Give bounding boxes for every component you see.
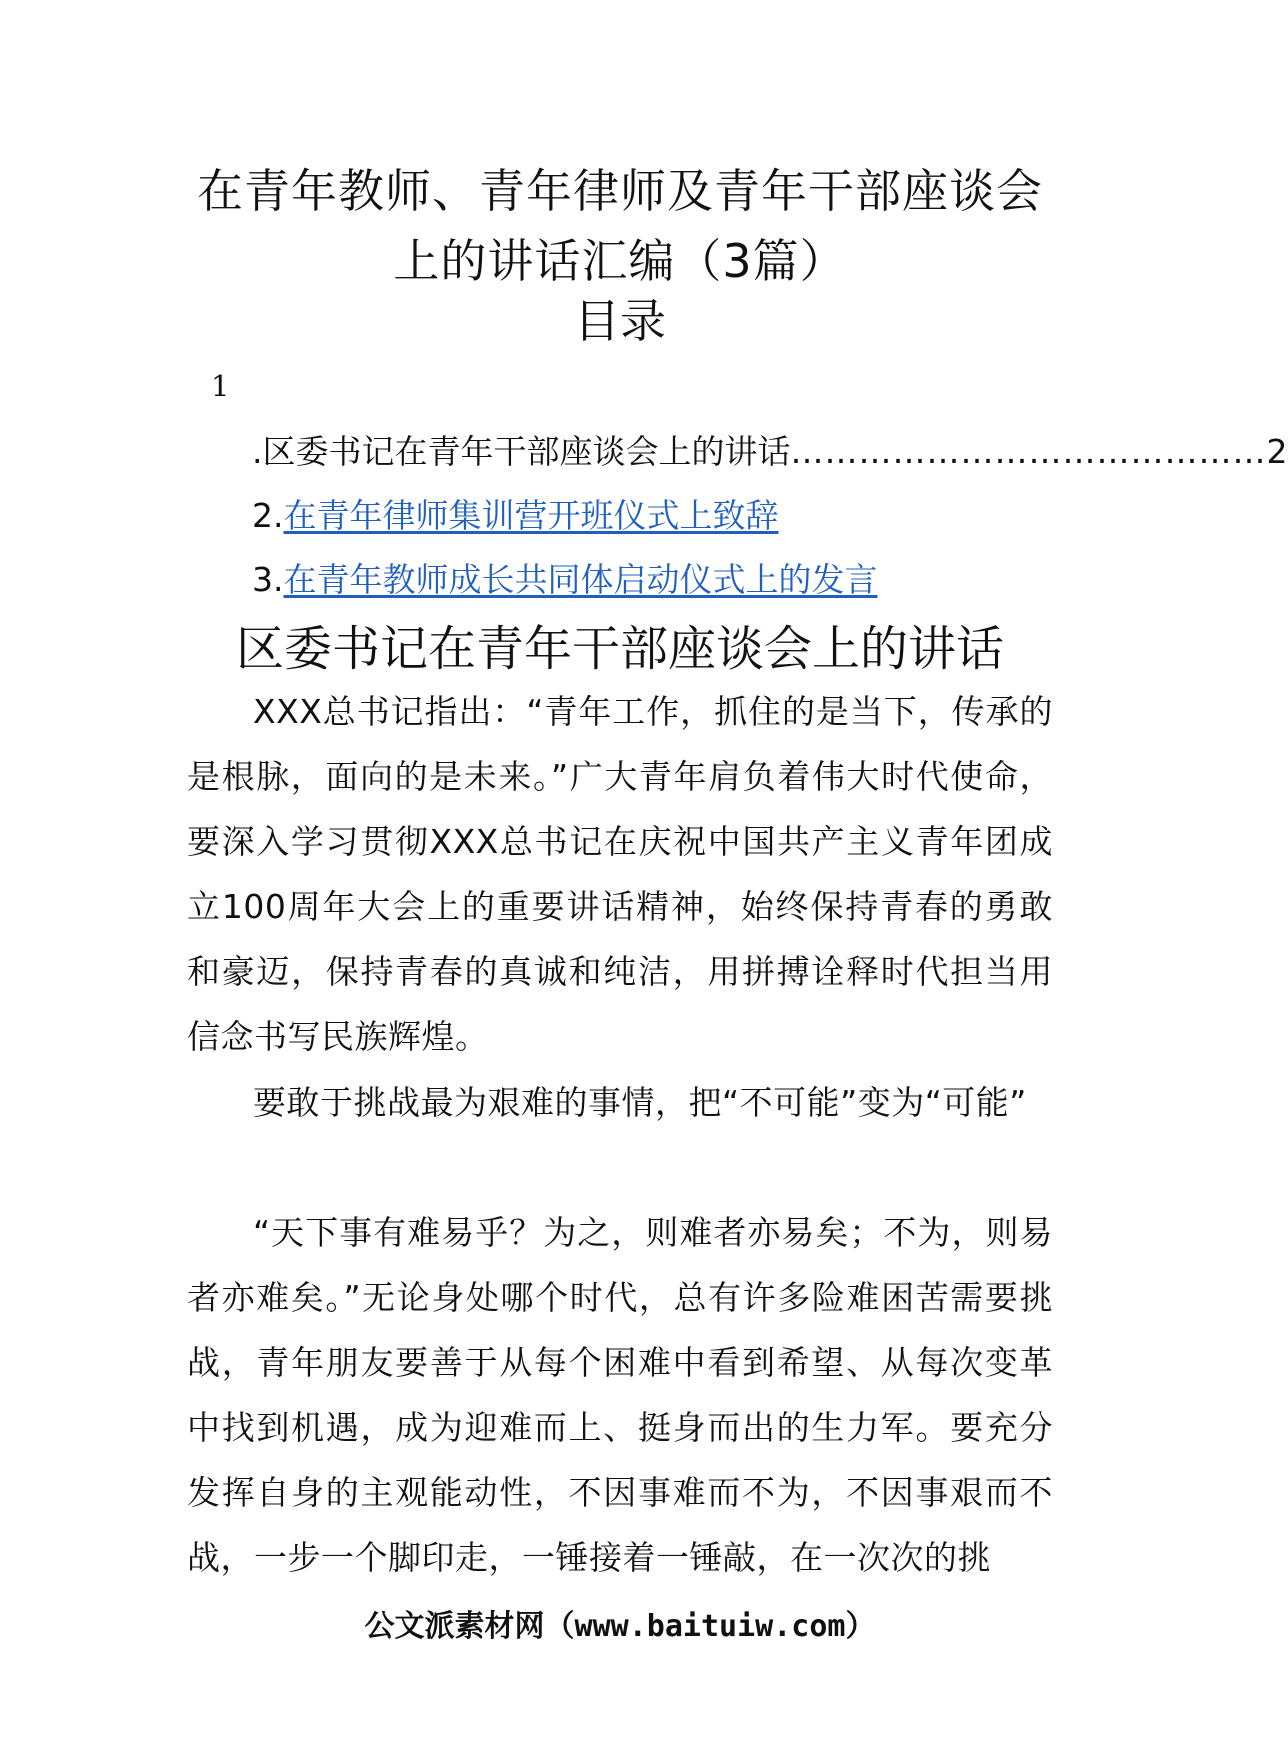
- toc-item-2-number: 2.: [252, 496, 284, 535]
- toc-item-3: [252, 556, 878, 604]
- footer-site-name: 公文派素材网: [364, 1609, 545, 1644]
- body-paragraph-2: 要敢于挑战最为艰难的事情，把“不可能”变为“可能”: [253, 1083, 1027, 1122]
- body-paragraph-1: XXX总书记指出：“青年工作，抓住的是当下，传承的是根脉，面向的是未来。”广大青年肩负着伟大时代使命，要深入学习贯彻XXX总书记在庆祝中国共产主义青年团成立100周年大会上的重要讲话精神，始终保持青春的勇敢和豪迈，保持青春的真诚和纯洁，用拼搏诠释时代担当用信念书写民族辉煌。: [187, 692, 1053, 1056]
- body-paragraph-3: “天下事有难易乎？为之，则难者亦易矣；不为，则易者亦难矣。”无论身处哪个时代，总有许多险难困苦需要挑战，青年朋友要善于从每个困难中看到希望、从每次变革中找到机遇，成为迎难而上、挺身而出的生力军。要充分发挥自身的主观能动性，不因事难而不为，不因事艰而不战，一步一个脚印走，一锤接着一锤敲，在一次次的挑: [187, 1213, 1053, 1577]
- toc-item-2-link[interactable]: 在青年律师集训营开班仪式上致辞: [283, 496, 779, 535]
- toc-heading: 目录: [574, 294, 666, 348]
- document-title-line-1: 在青年教师、青年律师及青年干部座谈会: [197, 164, 1043, 218]
- toc-item-1-text: .区委书记在青年干部座谈会上的讲话: [252, 432, 791, 471]
- toc-item-1-leader-dots: ……………………………………: [790, 432, 1267, 471]
- toc-stray-number: 1: [211, 369, 230, 403]
- toc-item-3-link[interactable]: 在青年教师成长共同体启动仪式上的发言: [283, 560, 878, 599]
- section-title: 区委书记在青年干部座谈会上的讲话: [235, 621, 1004, 677]
- toc-item-1-page-number: 2: [1266, 432, 1288, 471]
- toc-item-3-number: 3.: [252, 560, 284, 599]
- footer-url[interactable]: （www.baituiw.com）: [544, 1609, 876, 1644]
- toc-item-2: [252, 492, 779, 540]
- document-title-line-2: 上的讲话汇编（3篇）: [393, 234, 847, 288]
- toc-item-1[interactable]: [252, 428, 1288, 476]
- page-footer: [120, 1605, 1120, 1649]
